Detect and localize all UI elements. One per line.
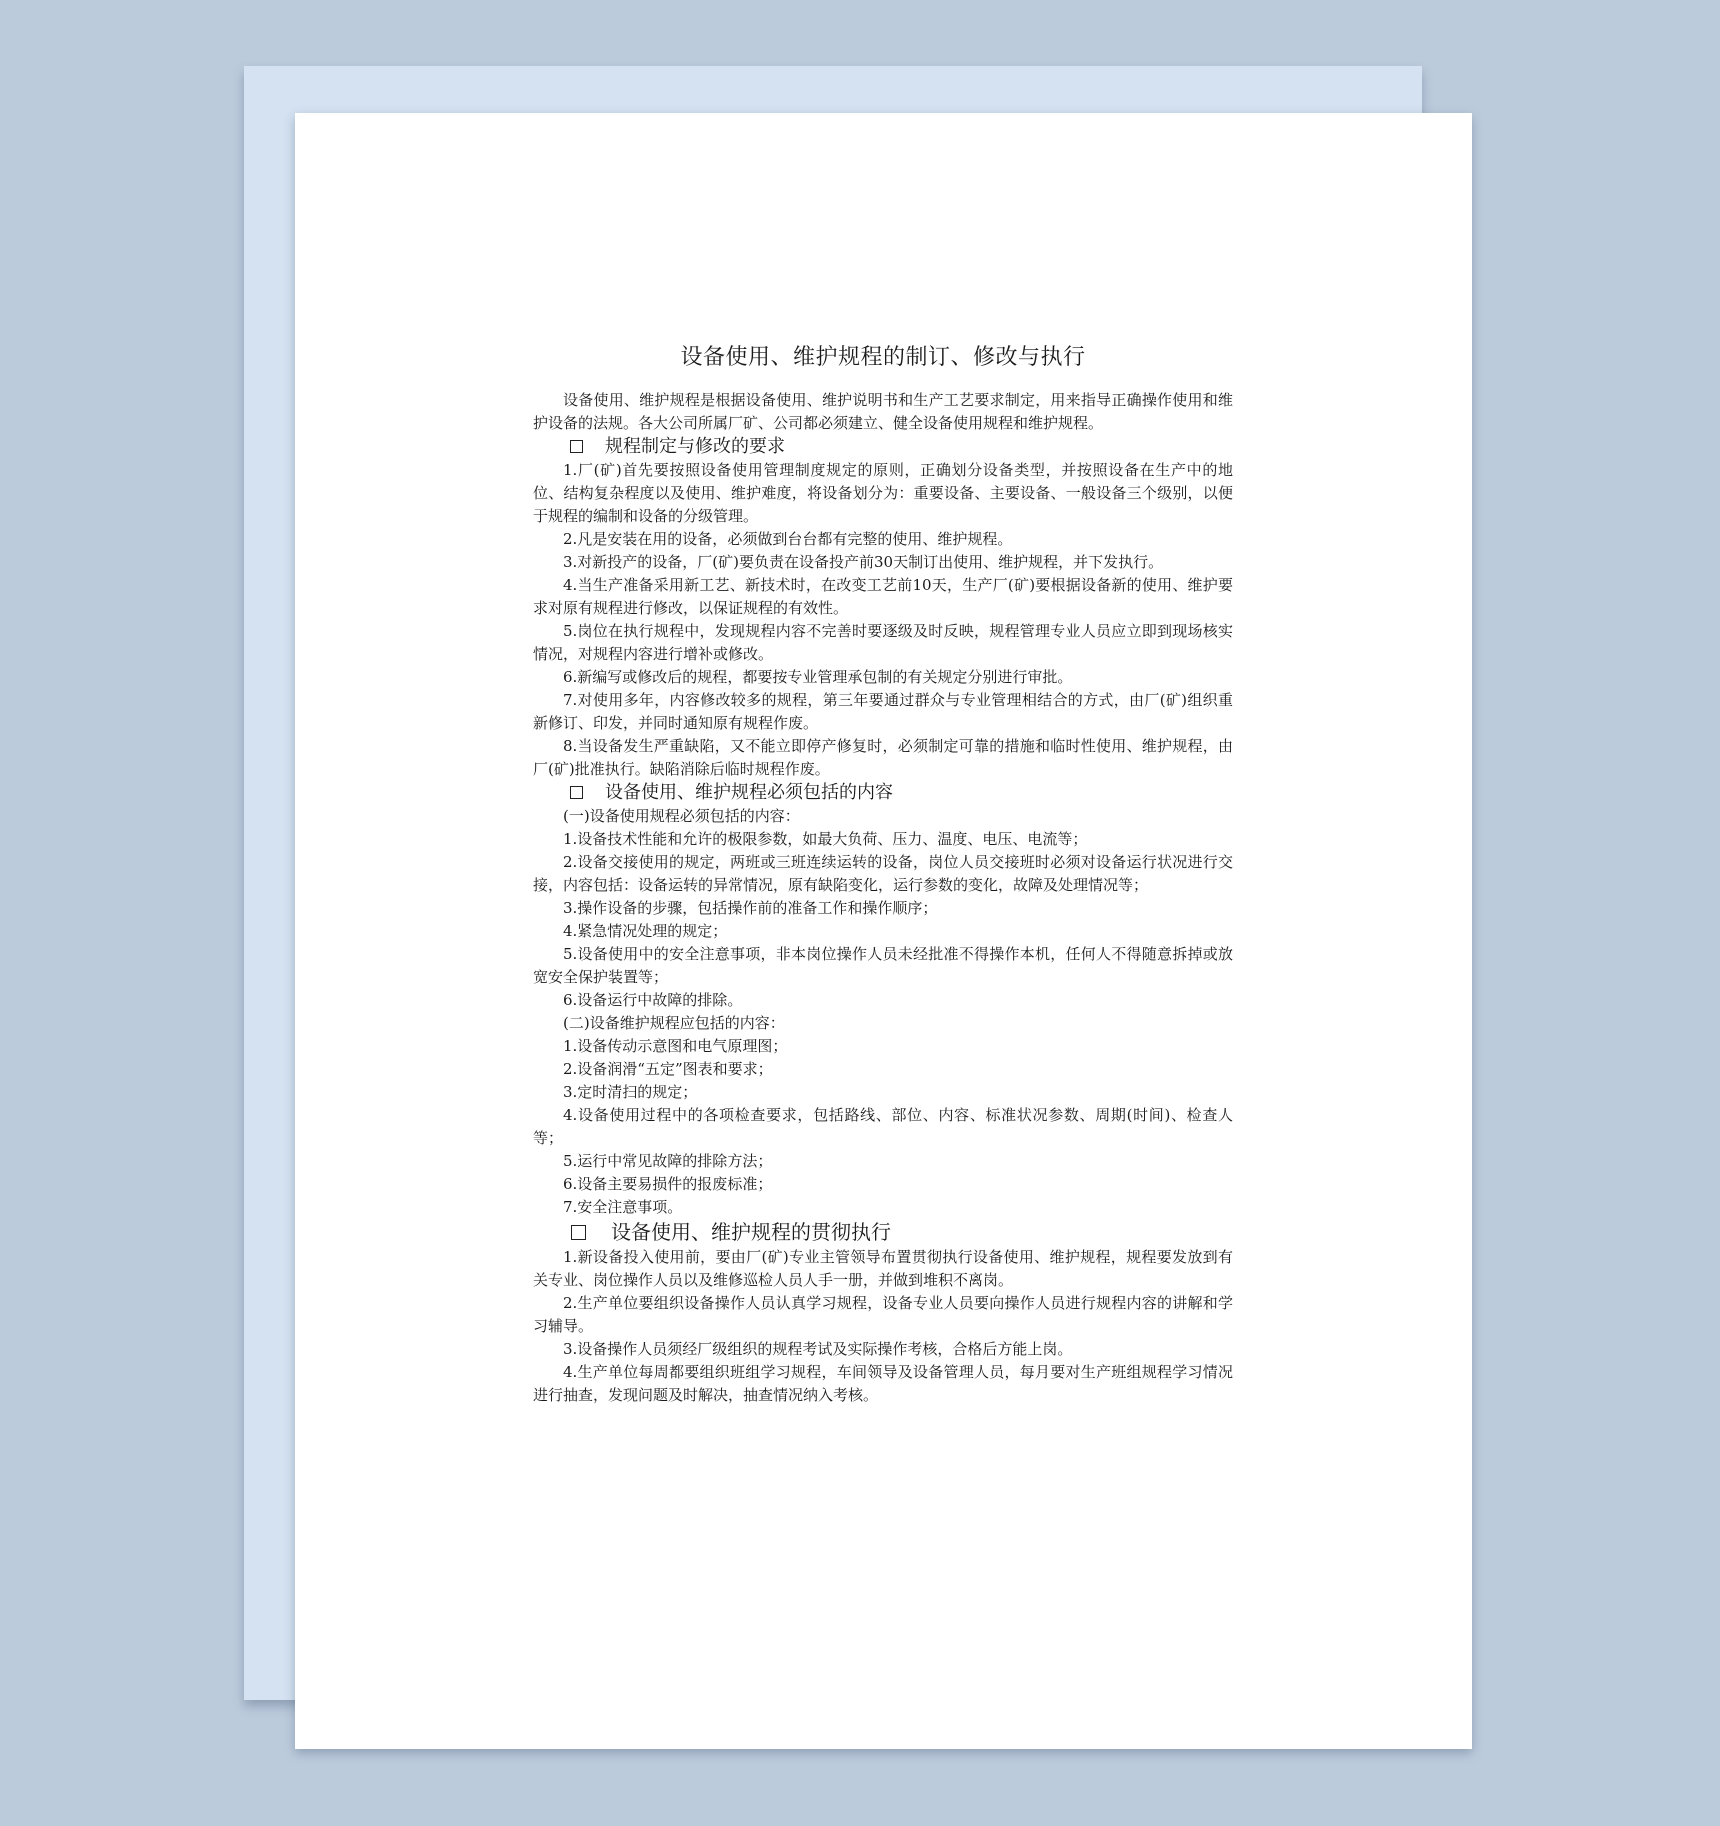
checkbox-square-icon: [570, 786, 583, 799]
list-item: 2.设备润滑“五定”图表和要求；: [563, 1060, 773, 1078]
list-item: 2.凡是安装在用的设备，必须做到台台都有完整的使用、维护规程。: [563, 530, 1013, 548]
list-item: 3.对新投产的设备，厂(矿)要负责在设备投产前30天制订出使用、维护规程，并下发执行。: [563, 553, 1164, 571]
document-content: [533, 340, 1233, 1407]
subsection-title: (一)设备使用规程必须包括的内容：: [563, 807, 800, 825]
list-item: 4.生产单位每周都要组织班组学习规程，车间领导及设备管理人员，每月要对生产班组规程学习情况进行抽查，发现问题及时解决，抽查情况纳入考核。: [533, 1363, 1233, 1404]
document-title: 设备使用、维护规程的制订、修改与执行: [680, 345, 1086, 370]
list-item: 7.对使用多年，内容修改较多的规程，第三年要通过群众与专业管理相结合的方式，由厂(矿)组织重新修订、印发，并同时通知原有规程作废。: [533, 691, 1233, 732]
section-heading-label: 规程制定与修改的要求: [605, 436, 785, 457]
checkbox-square-icon: [570, 440, 583, 453]
subsection-title: (二)设备维护规程应包括的内容：: [563, 1014, 785, 1032]
section-heading-requirements: [533, 435, 1233, 459]
list-item: 7.安全注意事项。: [563, 1198, 683, 1216]
list-item: 1.厂(矿)首先要按照设备使用管理制度规定的原则，正确划分设备类型，并按照设备在生产中的地位、结构复杂程度以及使用、维护难度，将设备划分为：重要设备、主要设备、一般设备三个级别，以便于规程的编制和设备的分级管理。: [533, 461, 1233, 525]
list-item: 6.设备运行中故障的排除。: [563, 991, 743, 1009]
list-item: 5.设备使用中的安全注意事项，非本岗位操作人员未经批准不得操作本机，任何人不得随意拆掉或放宽安全保护装置等；: [533, 945, 1233, 986]
list-item: 4.当生产准备采用新工艺、新技术时，在改变工艺前10天，生产厂(矿)要根据设备新的使用、维护要求对原有规程进行修改，以保证规程的有效性。: [533, 576, 1233, 617]
list-item: 1.设备传动示意图和电气原理图；: [563, 1037, 788, 1055]
section-heading-contents: [533, 781, 1233, 805]
list-item: 3.操作设备的步骤，包括操作前的准备工作和操作顺序；: [563, 899, 938, 917]
list-item: 3.定时清扫的规定；: [563, 1083, 698, 1101]
list-item: 5.岗位在执行规程中，发现规程内容不完善时要逐级及时反映，规程管理专业人员应立即到现场核实情况，对规程内容进行增补或修改。: [533, 622, 1233, 663]
list-item: 5.运行中常见故障的排除方法；: [563, 1152, 773, 1170]
list-item: 3.设备操作人员须经厂级组织的规程考试及实际操作考核，合格后方能上岗。: [563, 1340, 1073, 1358]
list-item: 6.新编写或修改后的规程，都要按专业管理承包制的有关规定分别进行审批。: [563, 668, 1073, 686]
list-item: 8.当设备发生严重缺陷，又不能立即停产修复时，必须制定可靠的措施和临时性使用、维护规程，由厂(矿)批准执行。缺陷消除后临时规程作废。: [533, 737, 1233, 778]
list-item: 1.新设备投入使用前，要由厂(矿)专业主管领导布置贯彻执行设备使用、维护规程，规程要发放到有关专业、岗位操作人员以及维修巡检人员人手一册，并做到堆积不离岗。: [533, 1248, 1233, 1289]
section-heading-execution: [533, 1219, 1233, 1246]
checkbox-square-icon: [571, 1225, 586, 1240]
section-heading-label: 设备使用、维护规程必须包括的内容: [605, 782, 893, 803]
list-item: 4.紧急情况处理的规定；: [563, 922, 728, 940]
list-item: 6.设备主要易损件的报废标准；: [563, 1175, 773, 1193]
list-item: 1.设备技术性能和允许的极限参数，如最大负荷、压力、温度、电压、电流等；: [563, 830, 1088, 848]
list-item: 2.设备交接使用的规定，两班或三班连续运转的设备，岗位人员交接班时必须对设备运行状况进行交接，内容包括：设备运转的异常情况，原有缺陷变化，运行参数的变化，故障及处理情况等；: [533, 853, 1233, 894]
list-item: 2.生产单位要组织设备操作人员认真学习规程，设备专业人员要向操作人员进行规程内容的讲解和学习辅导。: [533, 1294, 1233, 1335]
section-heading-label: 设备使用、维护规程的贯彻执行: [611, 1220, 891, 1244]
intro-paragraph: 设备使用、维护规程是根据设备使用、维护说明书和生产工艺要求制定，用来指导正确操作使用和维护设备的法规。各大公司所属厂矿、公司都必须建立、健全设备使用规程和维护规程。: [533, 391, 1233, 432]
list-item: 4.设备使用过程中的各项检查要求，包括路线、部位、内容、标准状况参数、周期(时间)、检查人等；: [533, 1106, 1233, 1147]
